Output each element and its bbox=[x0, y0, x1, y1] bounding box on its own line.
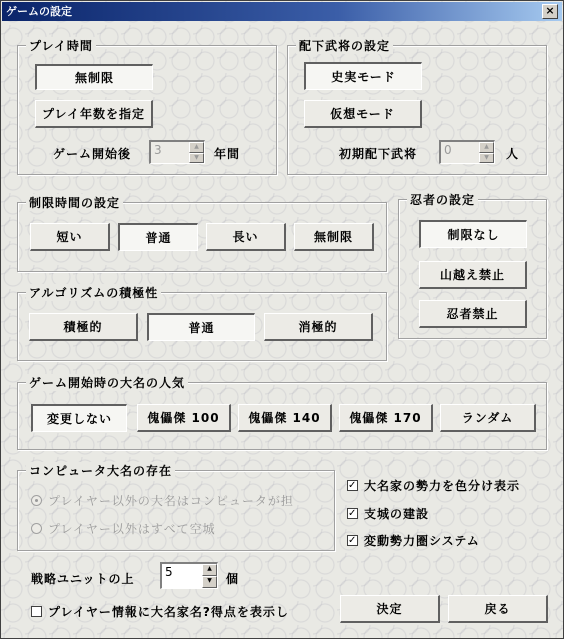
specify-years-button[interactable]: プレイ年数を指定 bbox=[35, 100, 153, 128]
ok-button[interactable]: 決定 bbox=[340, 595, 440, 623]
strategy-units-value: 5 bbox=[165, 565, 173, 579]
time-limit-normal-button[interactable]: 普通 bbox=[118, 223, 198, 251]
time-limit-legend: 制限時間の設定 bbox=[26, 194, 123, 211]
player-info-checkbox[interactable] bbox=[31, 603, 331, 620]
computer-daimyo-group bbox=[17, 464, 335, 551]
strategy-units-stepper[interactable] bbox=[160, 562, 218, 589]
popularity-170-button[interactable]: 傀儡傑 170 bbox=[339, 404, 433, 432]
popularity-100-button[interactable]: 傀儡傑 100 bbox=[137, 404, 231, 432]
initial-subordinates-value: 0 bbox=[444, 143, 452, 157]
dynamic-system-checkbox[interactable] bbox=[347, 532, 480, 549]
spin-down-icon[interactable]: ▼ bbox=[189, 153, 204, 164]
branch-castle-label: 支城の建設 bbox=[364, 507, 430, 521]
algorithm-normal-button[interactable]: 普通 bbox=[147, 313, 255, 341]
player-info-label: プレイヤー情報に大名家名?得点を表示し bbox=[48, 605, 289, 619]
ninja-no-limit-button[interactable]: 制限なし bbox=[419, 220, 527, 248]
color-display-checkbox[interactable] bbox=[347, 477, 520, 494]
spin-up-icon[interactable]: ▲ bbox=[189, 142, 204, 153]
start-after-label: ゲーム開始後 bbox=[53, 147, 132, 161]
years-unit-label: 年間 bbox=[214, 147, 241, 161]
empty-castle-radio[interactable] bbox=[31, 520, 327, 537]
strategy-units-label: 戦略ユニットの上 bbox=[31, 572, 135, 586]
computer-daimyo-legend: コンピュータ大名の存在 bbox=[26, 462, 175, 479]
ninja-no-mountain-button[interactable]: 山越え禁止 bbox=[419, 261, 527, 289]
algorithm-aggressive-button[interactable]: 積極的 bbox=[29, 313, 138, 341]
popularity-140-button[interactable]: 傀儡傑 140 bbox=[238, 404, 332, 432]
time-limit-long-button[interactable]: 長い bbox=[206, 223, 286, 251]
popularity-unchanged-button[interactable]: 変更しない bbox=[31, 404, 127, 432]
popularity-random-button[interactable]: ランダム bbox=[440, 404, 536, 432]
computer-ai-radio[interactable] bbox=[31, 492, 327, 509]
initial-subordinates-stepper[interactable] bbox=[439, 140, 495, 164]
popularity-legend: ゲーム開始時の大名の人気 bbox=[26, 374, 188, 391]
computer-ai-radio-label: プレイヤー以外の大名はコンピュータが担 bbox=[48, 494, 294, 508]
close-icon[interactable]: × bbox=[542, 4, 558, 19]
ninja-forbidden-button[interactable]: 忍者禁止 bbox=[419, 300, 527, 328]
spin-down-icon[interactable]: ▼ bbox=[479, 153, 494, 164]
time-limit-short-button[interactable]: 短い bbox=[30, 223, 110, 251]
play-time-legend: プレイ時間 bbox=[26, 37, 96, 54]
branch-castle-checkbox[interactable] bbox=[347, 505, 429, 522]
time-limit-unlimited-button[interactable]: 無制限 bbox=[294, 223, 374, 251]
unlimited-play-button[interactable]: 無制限 bbox=[35, 64, 153, 90]
years-value: 3 bbox=[154, 143, 162, 157]
ninja-legend: 忍者の設定 bbox=[407, 191, 478, 208]
color-display-label: 大名家の勢力を色分け表示 bbox=[364, 479, 521, 493]
initial-subordinates-label: 初期配下武将 bbox=[339, 147, 418, 161]
checkbox-empty-icon bbox=[31, 606, 42, 617]
subordinates-unit-label: 人 bbox=[506, 147, 520, 161]
radio-unselected-icon bbox=[31, 523, 42, 534]
algorithm-legend: アルゴリズムの積極性 bbox=[26, 284, 161, 301]
spin-down-icon[interactable]: ▼ bbox=[202, 576, 217, 588]
back-button[interactable]: 戻る bbox=[448, 595, 548, 623]
fictional-mode-button[interactable]: 仮想モード bbox=[304, 100, 422, 128]
title-bar bbox=[2, 2, 562, 21]
algorithm-passive-button[interactable]: 消極的 bbox=[264, 313, 373, 341]
window-title: ゲームの設定 bbox=[6, 5, 72, 18]
years-stepper[interactable] bbox=[149, 140, 205, 164]
historical-mode-button[interactable]: 史実モード bbox=[304, 62, 422, 90]
spin-up-icon[interactable]: ▲ bbox=[479, 142, 494, 153]
empty-castle-radio-label: プレイヤー以外はすべて空城 bbox=[48, 522, 216, 536]
dynamic-system-label: 変動勢力圏システム bbox=[364, 534, 480, 548]
subordinates-legend: 配下武将の設定 bbox=[296, 37, 393, 54]
strategy-units-unit: 個 bbox=[226, 572, 240, 586]
checkmark-icon: ✓ bbox=[348, 508, 358, 519]
radio-selected-icon bbox=[31, 495, 42, 506]
spin-up-icon[interactable]: ▲ bbox=[202, 564, 217, 576]
checkmark-icon: ✓ bbox=[348, 480, 358, 491]
checkmark-icon: ✓ bbox=[348, 535, 358, 546]
